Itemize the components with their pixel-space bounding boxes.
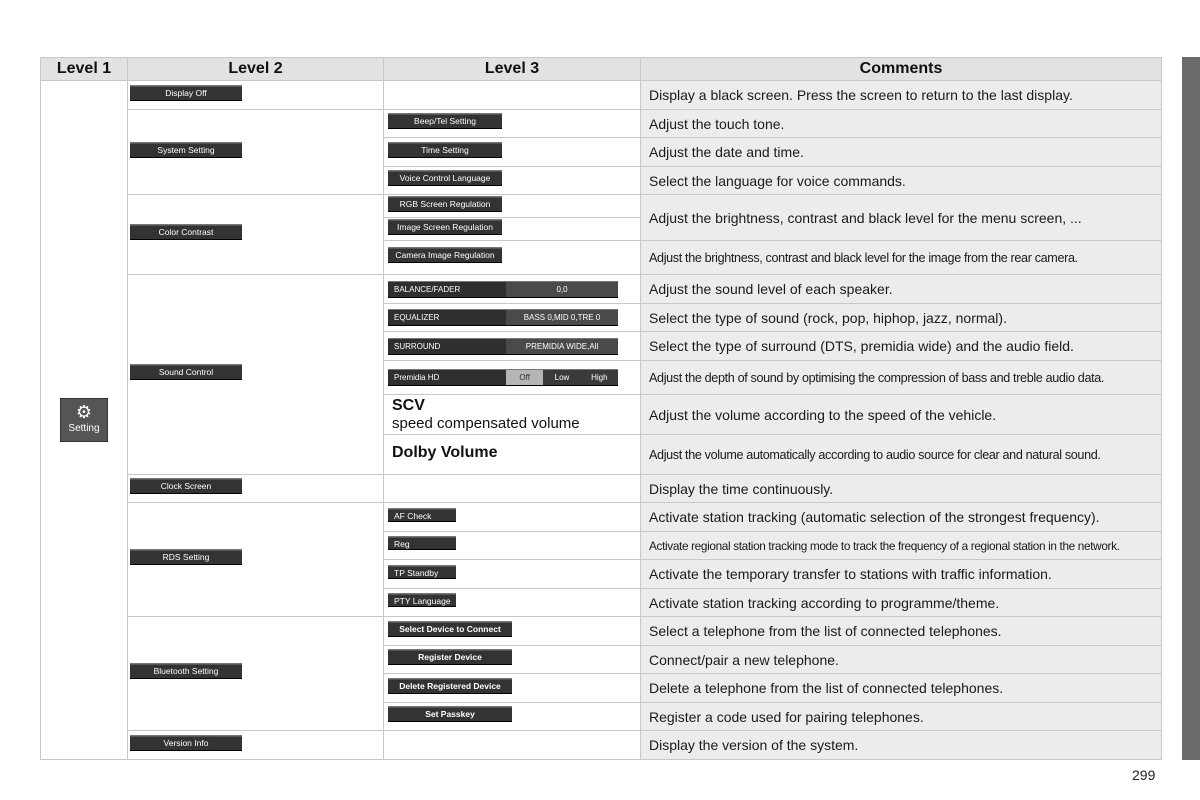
comment-cell: Select a telephone from the list of connected telephones.: [641, 617, 1162, 646]
level3-cell: [384, 332, 641, 361]
comment-cell: Adjust the volume according to the speed of the vehicle.: [641, 395, 1162, 435]
table-row: [41, 110, 1162, 138]
comment-cell: Select the language for voice commands.: [641, 167, 1162, 195]
comment-cell: Activate station tracking (automatic selection of the strongest frequency).: [641, 503, 1162, 532]
comment-cell: Connect/pair a new telephone.: [641, 646, 1162, 674]
premidia-low-option: Low: [543, 370, 580, 385]
header-level2: Level 2: [128, 58, 384, 81]
level3-cell: [384, 81, 641, 110]
level3-cell: [384, 532, 641, 560]
premidia-hd-control: [388, 369, 618, 386]
table-row: [41, 731, 1162, 760]
comment-cell: Select the type of sound (rock, pop, hiphop, jazz, normal).: [641, 304, 1162, 332]
balance-fader-value: 0,0: [506, 282, 618, 297]
comment-cell: Adjust the volume automatically according to audio source for clear and natural sound.: [641, 435, 1162, 475]
equalizer-value: BASS 0,MID 0,TRE 0: [506, 310, 618, 325]
sound-control-button: Sound Control: [130, 364, 242, 380]
dolby-volume-label: Dolby Volume: [392, 444, 498, 461]
system-setting-button: System Setting: [130, 142, 242, 158]
surround-value: PREMIDIA WIDE,All: [506, 339, 618, 354]
color-contrast-button: Color Contrast: [130, 224, 242, 240]
display-off-button: Display Off: [130, 85, 242, 101]
level3-cell: [384, 167, 641, 195]
scv-subtitle: speed compensated volume: [392, 415, 580, 432]
comment-cell: Adjust the brightness, contrast and black level for the image from the rear camera.: [641, 241, 1162, 275]
surround-control: [388, 338, 618, 355]
af-check-button: AF Check: [388, 508, 456, 522]
gear-icon: ⚙: [75, 402, 93, 422]
comment-cell: Activate the temporary transfer to stations with traffic information.: [641, 560, 1162, 589]
comment-cell: Register a code used for pairing telephones.: [641, 703, 1162, 731]
beep-tel-setting-button: Beep/Tel Setting: [388, 113, 502, 129]
settings-menu-table: [40, 57, 1162, 760]
time-setting-button: Time Setting: [388, 142, 502, 158]
table-row: [41, 195, 1162, 218]
comment-cell: Adjust the sound level of each speaker.: [641, 275, 1162, 304]
scv-title: SCV: [392, 397, 425, 414]
select-device-button: Select Device to Connect: [388, 621, 512, 637]
level2-cell: [128, 503, 384, 617]
level3-cell: [384, 503, 641, 532]
level1-cell: [41, 81, 128, 760]
level2-cell: [128, 731, 384, 760]
register-device-button: Register Device: [388, 649, 512, 665]
table-row: [41, 275, 1162, 304]
level3-cell: [384, 589, 641, 617]
header-level3: Level 3: [384, 58, 641, 81]
rgb-screen-regulation-button: RGB Screen Regulation: [388, 196, 502, 212]
setting-tile-label: Setting: [68, 423, 100, 434]
comment-cell: Adjust the brightness, contrast and black level for the menu screen, ...: [641, 195, 1162, 241]
comment-cell: Adjust the date and time.: [641, 138, 1162, 167]
comment-cell: Activate regional station tracking mode to track the frequency of a regional station in the network.: [641, 532, 1162, 560]
clock-screen-button: Clock Screen: [130, 478, 242, 494]
comment-cell: Display the time continuously.: [641, 475, 1162, 503]
equalizer-label: EQUALIZER: [394, 313, 440, 322]
comment-cell: Adjust the depth of sound by optimising the compression of bass and treble audio data.: [641, 361, 1162, 395]
surround-label: SURROUND: [394, 341, 441, 351]
comment-cell: Activate station tracking according to programme/theme.: [641, 589, 1162, 617]
level2-cell: [128, 617, 384, 731]
level3-cell: [384, 646, 641, 674]
premidia-high-option: High: [581, 370, 618, 385]
setting-tile: [60, 398, 108, 442]
chapter-side-tab: [1182, 57, 1200, 760]
level3-cell: [384, 475, 641, 503]
level3-cell: [384, 195, 641, 218]
comment-cell: Display a black screen. Press the screen to return to the last display.: [641, 81, 1162, 110]
level3-cell: [384, 218, 641, 241]
rds-setting-button: RDS Setting: [130, 549, 242, 565]
level2-cell: [128, 81, 384, 110]
level3-cell: [384, 304, 641, 332]
bluetooth-setting-button: Bluetooth Setting: [130, 663, 242, 679]
delete-registered-device-button: Delete Registered Device: [388, 678, 512, 694]
level3-cell: [384, 435, 641, 475]
balance-fader-control: [388, 281, 618, 298]
level3-cell: [384, 275, 641, 304]
premidia-hd-label: Premidia HD: [394, 373, 440, 382]
comment-cell: Adjust the touch tone.: [641, 110, 1162, 138]
level3-cell: [384, 674, 641, 703]
equalizer-control: [388, 309, 618, 326]
level2-cell: [128, 275, 384, 475]
header-row: [41, 58, 1162, 81]
camera-image-regulation-button: Camera Image Regulation: [388, 247, 502, 263]
level2-cell: [128, 195, 384, 275]
level2-cell: [128, 475, 384, 503]
level3-cell: [384, 138, 641, 167]
level3-cell: [384, 361, 641, 395]
table-row: [41, 81, 1162, 110]
level3-cell: [384, 395, 641, 435]
tp-standby-button: TP Standby: [388, 565, 456, 579]
version-info-button: Version Info: [130, 735, 242, 751]
level3-cell: [384, 703, 641, 731]
level3-cell: [384, 241, 641, 275]
header-comments: Comments: [641, 58, 1162, 81]
header-level1: Level 1: [41, 58, 128, 81]
comment-cell: Select the type of surround (DTS, premidia wide) and the audio field.: [641, 332, 1162, 361]
comment-cell: Delete a telephone from the list of connected telephones.: [641, 674, 1162, 703]
image-screen-regulation-button: Image Screen Regulation: [388, 219, 502, 235]
premidia-off-option: Off: [506, 370, 543, 385]
voice-control-language-button: Voice Control Language: [388, 170, 502, 186]
level3-cell: [384, 110, 641, 138]
reg-button: Reg: [388, 536, 456, 550]
level2-cell: [128, 110, 384, 195]
level3-cell: [384, 731, 641, 760]
table-row: [41, 475, 1162, 503]
balance-fader-label: BALANCE/FADER: [394, 284, 461, 294]
set-passkey-button: Set Passkey: [388, 706, 512, 722]
level3-cell: [384, 617, 641, 646]
page-number: 299: [1132, 767, 1156, 783]
pty-language-button: PTY Language: [388, 593, 456, 607]
table-row: [41, 503, 1162, 532]
comment-cell: Display the version of the system.: [641, 731, 1162, 760]
table-row: [41, 617, 1162, 646]
level3-cell: [384, 560, 641, 589]
